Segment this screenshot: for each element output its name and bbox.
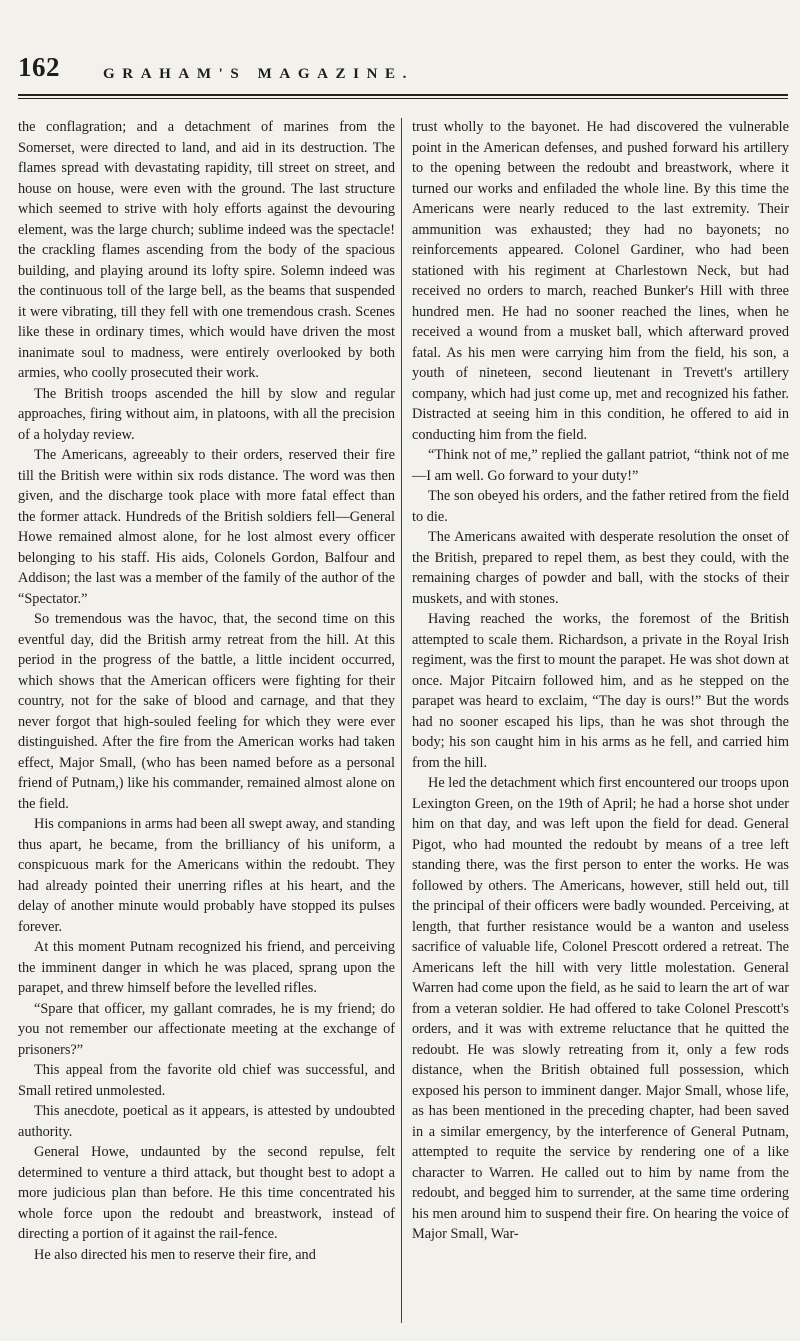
paragraph: The British troops ascended the hill by slow and regular approaches, firing without aim, in platoons, with all the precision of a holyday review.: [18, 385, 395, 443]
paragraph: This appeal from the favorite old chief was successful, and Small retired unmolested.: [18, 1062, 395, 1099]
paragraph: His companions in arms had been all swept away, and standing thus apart, he became, from the brilliancy of his uniform, a conspicuous mark for the Americans within the redoubt. They had already pointed their unerring rifles at his heart, and the delay of another minute would probably have stopped its pulses forever.: [18, 816, 395, 935]
paragraph: The Americans, agreeably to their orders, reserved their fire till the British were within six rods distance. The word was then given, and the discharge took place with more fatal effect than the former attack. Hundreds of the British soldiers fell—General Howe remained almost alone, for he lost almost every officer belonging to his staff. His aids, Colonels Gordon, Balfour and Addison; the last was a member of the family of the author of the “Spectator.”: [18, 447, 395, 607]
paragraph: He also directed his men to reserve their fire, and: [34, 1246, 316, 1263]
column-divider: [401, 118, 402, 1323]
paragraph: Having reached the works, the foremost of the British attempted to scale them. Richardson, a private in the Royal Irish regiment, was the first to mount the parapet. He was shot down at once. Major Pitcairn followed him, and as he stepped on the parapet was heard to exclaim, “The day is ours!” But the words had no sooner escaped his lips, than he was shot through the body; his son caught him in his arms as he fell, and carried him from the hill.: [412, 611, 789, 771]
left-column: [18, 117, 395, 1265]
paragraph: This anecdote, poetical as it appears, is attested by undoubted authority.: [18, 1103, 395, 1140]
paragraph: The son obeyed his orders, and the father retired from the field to die.: [412, 488, 789, 525]
header-rule-thick: [18, 94, 788, 96]
magazine-title: GRAHAM'S MAGAZINE.: [103, 66, 414, 82]
header-rule-thin: [18, 98, 788, 99]
paragraph: trust wholly to the bayonet. He had discovered the vulnerable point in the American defenses, and pushed forward his artillery to the opening between the redoubt and breastwork, where it turned our works and enfiladed the whole line. By this time the Americans were nearly reduced to the last extremity. Their ammunition was exhausted; they had no bayonets; no reinforcements appeared. Colonel Gardiner, who had been stationed with his regiment at Charlestown Neck, but had received no orders to march, reached Bunker's Hill with three hundred men. He had no sooner reached the lines, when he received a wound from a musket ball, which afterward proved fatal. As his men were carrying him from the field, his son, a youth of nineteen, second lieutenant in Trevett's artillery company, which had just come up, met and recognized his father. Distracted at seeing him in this condition, he offered to aid in conducting him from the field.: [412, 119, 789, 443]
page-number: 162: [18, 52, 60, 82]
paragraph: “Think not of me,” replied the gallant patriot, “think not of me—I am well. Go forward to your duty!”: [412, 447, 789, 484]
paragraph: the conflagration; and a detachment of marines from the Somerset, were directed to land, and aid in its destruction. The flames spread with devastating rapidity, till street on street, and house on house, were even with the ground. The last structure which seemed to strive with holy efforts against the devouring element, was the large church; sublime indeed was the spectacle! the crackling flames ascending from the body of the spacious building, and playing around its lofty spire. Solemn indeed was the continuous toll of the large bell, as the beams that suspended it were vibrating, till they fell with one tremendous crash. Scenes like these in ordinary times, which would have driven the most inanimate soul to madness, were entirely overlooked by both armies, who coolly prosecuted their work.: [18, 119, 395, 381]
paragraph: He led the detachment which first encountered our troops upon Lexington Green, on the 19th of April; he had a horse shot under him on that day, and was left upon the field for dead. General Pigot, who had mounted the redoubt by means of a tree left standing there, was the first person to enter the works. He was followed by others. The Americans, however, still held out, till the principal of their officers were badly wounded. Perceiving, at length, that further resistance would be a wanton and useless sacrifice of valuable life, Colonel Prescott ordered a retreat. The Americans left the hill with very little molestation. General Warren had come upon the field, as he said to learn the art of war from a veteran soldier. He had offered to take Colonel Prescott's orders, and it was with extreme reluctance that he quitted the redoubt. He was slowly retreating from it, only a few rods distance, when the British obtained full possession, which exposed his person to imminent danger. Major Small, whose life, as has been mentioned in the preceding chapter, had been saved in a similar emergency, by the interference of General Putnam, attempted to requite the service by rendering one of a like character to Warren. He called out to him by name from the redoubt, and begged him to surrender, at the same time ordering his men around him to suspend their fire. On hearing the voice of Major Small, War-: [412, 775, 789, 1242]
paragraph: At this moment Putnam recognized his friend, and perceiving the imminent danger in which he was placed, sprang upon the parapet, and threw himself before the levelled rifles.: [18, 939, 395, 996]
paragraph: The Americans awaited with desperate resolution the onset of the British, prepared to repel them, as best they could, with the remaining charges of powder and ball, with the stocks of their muskets, and with stones.: [412, 529, 789, 607]
paragraph: “Spare that officer, my gallant comrades, he is my friend; do you not remember our affectionate meeting at the exchange of prisoners?”: [18, 1000, 395, 1058]
paragraph: So tremendous was the havoc, that, the second time on this eventful day, did the British army retreat from the hill. At this period in the progress of the battle, a little incident occurred, which shows that the American officers were fighting for their country, not for the sake of blood and carnage, and that they never forgot that high-souled feeling for which they were ever distinguished. After the fire from the American works had taken effect, Major Small, (who has been named before as a personal friend of Putnam,) like his commander, remained almost alone on the field.: [18, 611, 395, 812]
paragraph: General Howe, undaunted by the second repulse, felt determined to venture a third attack, but thought best to adopt a more judicious plan than before. He this time concentrated his whole force upon the redoubt and breastwork, instead of directing a portion of it against the rail-fence.: [18, 1144, 395, 1242]
page-header: [18, 52, 788, 92]
right-column: [412, 117, 789, 1245]
